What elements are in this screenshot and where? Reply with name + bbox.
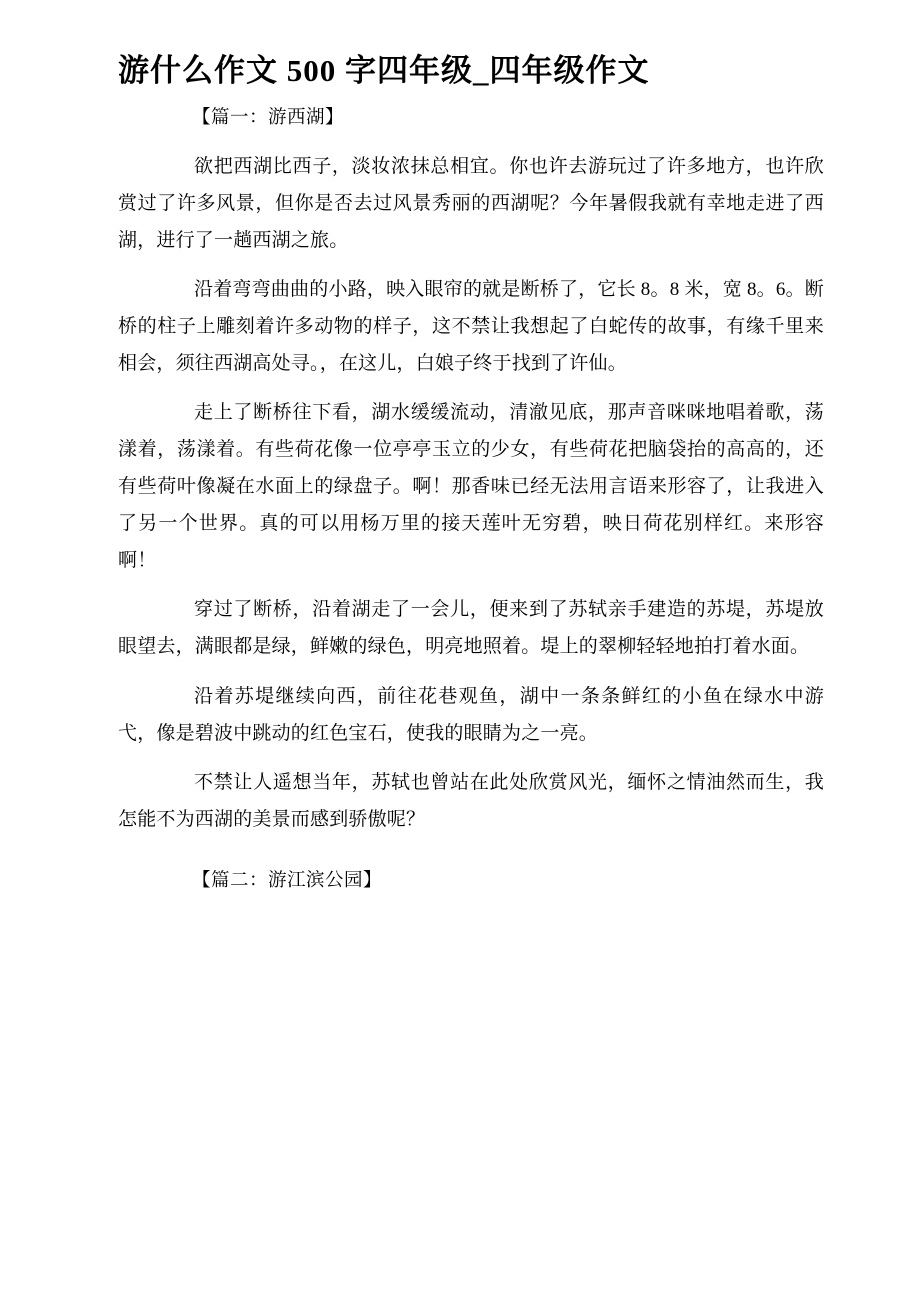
spacer (118, 754, 824, 764)
paragraph: 穿过了断桥，沿着湖走了一会儿，便来到了苏轼亲手建造的苏堤，苏堤放眼望去，满眼都是绿，鲜嫩的绿色，明亮地照着。堤上的翠柳轻轻地拍打着水面。 (118, 599, 824, 658)
paragraph: 走上了断桥往下看，湖水缓缓流动，清澈见底，那声音咪咪地唱着歌，荡漾着，荡漾着。有些荷花像一位亭亭玉立的少女，有些荷花把脑袋抬的高高的，还有些荷叶像凝在水面上的绿盘子。啊！那香味已经无法用言语来形容了，让我进入了另一个世界。真的可以用杨万里的接天莲叶无穷碧，映日荷花别样红。来形容啊！ (118, 402, 824, 572)
paragraph: 沿着苏堤继续向西，前往花巷观鱼，湖中一条条鲜红的小鱼在绿水中游弋，像是碧波中跳动的红色宝石，使我的眼睛为之一亮。 (118, 685, 824, 744)
spacer (118, 668, 824, 678)
section-heading-2: 【篇二：游江滨公园】 (192, 870, 383, 891)
spacer (118, 384, 824, 394)
spacer (118, 581, 824, 591)
paragraph: 沿着弯弯曲曲的小路，映入眼帘的就是断桥了，它长 8。8 米，宽 8。6。断桥的柱子上雕刻着许多动物的样子，这不禁让我想起了白蛇传的故事，有缘千里来相会，须往西湖高处寻。，在这儿，白娘子终于找到了许仙。 (118, 279, 824, 375)
spacer (118, 840, 824, 854)
paragraph: 欲把西湖比西子，淡妆浓抹总相宜。你也许去游玩过了许多地方，也许欣赏过了许多风景，但你是否去过风景秀丽的西湖呢？今年暑假我就有幸地走进了西湖，进行了一趟西湖之旅。 (118, 155, 824, 251)
paragraph: 不禁让人遥想当年，苏轼也曾站在此处欣赏风光，缅怀之情油然而生，我怎能不为西湖的美景而感到骄傲呢？ (118, 771, 824, 830)
page-title: 游什么作文 500 字四年级_四年级作文 (118, 53, 650, 88)
spacer (118, 138, 824, 148)
spacer (118, 261, 824, 271)
section-heading-1: 【篇一：游西湖】 (192, 107, 345, 128)
